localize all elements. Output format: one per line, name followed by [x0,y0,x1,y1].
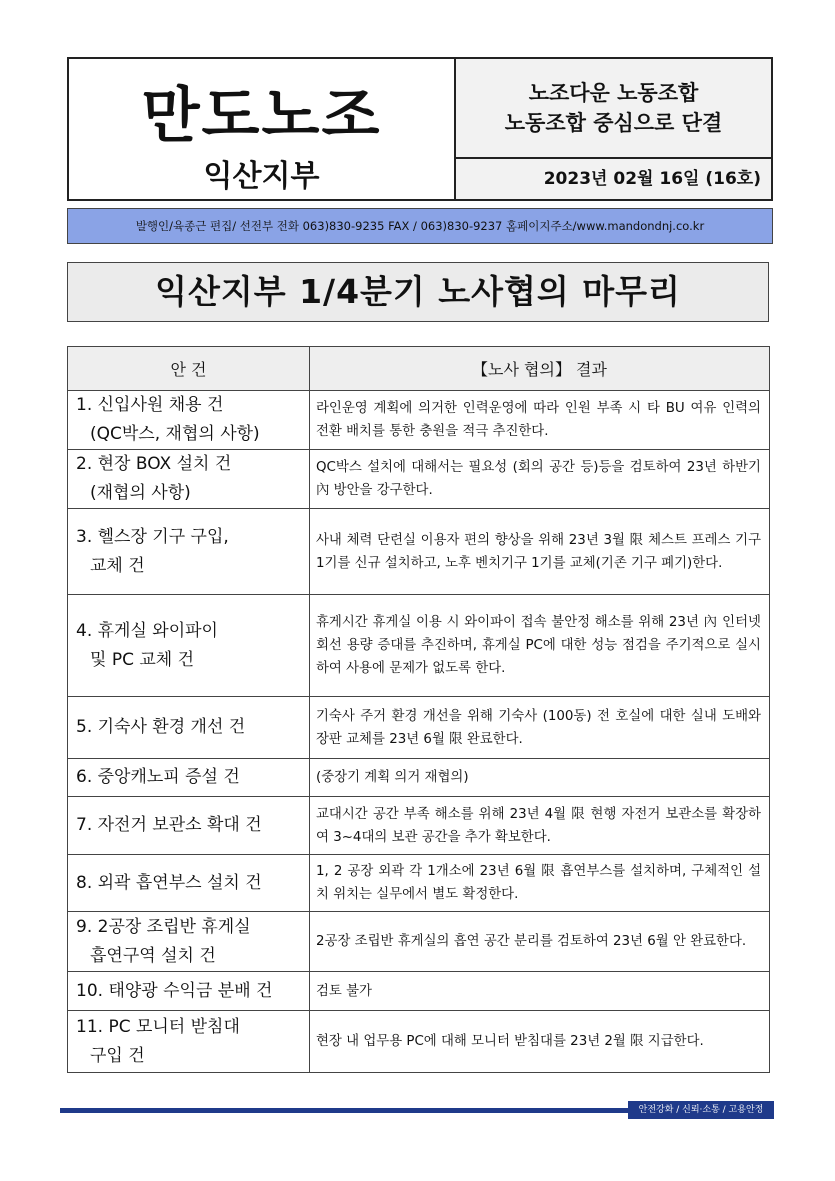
agenda-item [68,1011,310,1073]
table-row [68,1011,770,1073]
column-header-result: 【노사 협의】 결과 [310,347,770,391]
newsletter-title: 만도노조 [141,81,382,151]
agenda-item [68,595,310,697]
table-row [68,391,770,450]
branch-name: 익산지부 [203,159,320,194]
slogan-panel [456,59,771,159]
agenda-result: 휴게시간 휴게실 이용 시 와이파이 접속 불안정 해소를 위해 23년 內 인터넷 회선 용량 증대를 추진하며, 휴게실 PC에 대한 성능 점검을 주기적으로 실시하여 사용에 문제가 없도록 한다. [310,595,770,697]
agenda-item: 10. 태양광 수익금 분배 건 [68,972,310,1011]
agenda-result: 2공장 조립반 휴게실의 흡연 공간 분리를 검토하여 23년 6월 안 완료한다. [310,912,770,972]
table-row [68,797,770,855]
issue-date: 2023년 02월 16일 (16호) [543,169,761,189]
item-line: 및 PC 교체 건 [90,649,195,670]
agenda-item: 8. 외곽 흡연부스 설치 건 [68,855,310,912]
agenda-result: QC박스 설치에 대해서는 필요성 (회의 공간 등)등을 검토하여 23년 하반기 內 방안을 강구한다. [310,450,770,509]
agenda-result: 기숙사 주거 환경 개선을 위해 기숙사 (100동) 전 호실에 대한 실내 도배와 장판 교체를 23년 6월 限 완료한다. [310,697,770,759]
item-line: 1. 신입사원 채용 건 [76,395,224,415]
headline: 익산지부 1/4분기 노사협의 마무리 [67,262,769,322]
table-row [68,855,770,912]
table-row [68,509,770,595]
table-row [68,972,770,1011]
item-line: (재협의 사항) [90,483,191,503]
agenda-result: 라인운영 계획에 의거한 인력운영에 따라 인원 부족 시 타 BU 여유 인력의 전환 배치를 통한 충원을 적극 추진한다. [310,391,770,450]
table-row [68,450,770,509]
masthead-title-panel [69,59,456,199]
table-row [68,759,770,797]
publisher-bar: 발행인/육종근 편집/ 선전부 전화 063)830-9235 FAX / 063)830-9237 홈페이지주소/www.mandondnj.co.kr [67,208,773,244]
footer-motto: 안전강화 / 신뢰·소통 / 고용안정 [628,1101,774,1119]
item-line: 3. 헬스장 기구 구입, [76,526,229,547]
item-line: 9. 2공장 조립반 휴게실 [76,916,251,937]
column-header-item: 안 건 [68,347,310,391]
item-line: (QC박스, 재협의 사항) [90,424,260,444]
item-line: 11. PC 모니터 받침대 [76,1016,240,1037]
agenda-item: 5. 기숙사 환경 개선 건 [68,697,310,759]
masthead [67,57,773,201]
table-row [68,697,770,759]
agenda-item [68,391,310,450]
slogan-line-1: 노조다운 노동조합 [528,81,699,105]
table-row [68,595,770,697]
item-line: 2. 현장 BOX 설치 건 [76,454,232,474]
item-line: 교체 건 [90,555,145,576]
agenda-result: 현장 내 업무용 PC에 대해 모니터 받침대를 23년 2월 限 지급한다. [310,1011,770,1073]
agenda-item: 7. 자전거 보관소 확대 건 [68,797,310,855]
table-header-row [68,347,770,391]
item-line: 흡연구역 설치 건 [90,945,216,966]
agenda-item [68,450,310,509]
agenda-item [68,912,310,972]
agenda-result: (중장기 계획 의거 재협의) [310,759,770,797]
agenda-result: 1, 2 공장 외곽 각 1개소에 23년 6월 限 흡연부스를 설치하며, 구체적인 설치 위치는 실무에서 별도 확정한다. [310,855,770,912]
agenda-result: 교대시간 공간 부족 해소를 위해 23년 4월 限 현행 자전거 보관소를 확장하여 3~4대의 보관 공간을 추가 확보한다. [310,797,770,855]
slogan-line-2: 노동조합 중심으로 단결 [504,111,723,135]
agenda-result: 사내 체력 단련실 이용자 편의 향상을 위해 23년 3월 限 체스트 프레스 기구 1기를 신규 설치하고, 노후 벤치기구 1기를 교체(기존 기구 폐기)한다. [310,509,770,595]
agenda-table [67,346,770,1073]
agenda-result: 검토 불가 [310,972,770,1011]
agenda-item: 6. 중앙캐노피 증설 건 [68,759,310,797]
item-line: 구입 건 [90,1045,145,1066]
agenda-item [68,509,310,595]
item-line: 4. 휴게실 와이파이 [76,620,218,641]
table-row [68,912,770,972]
